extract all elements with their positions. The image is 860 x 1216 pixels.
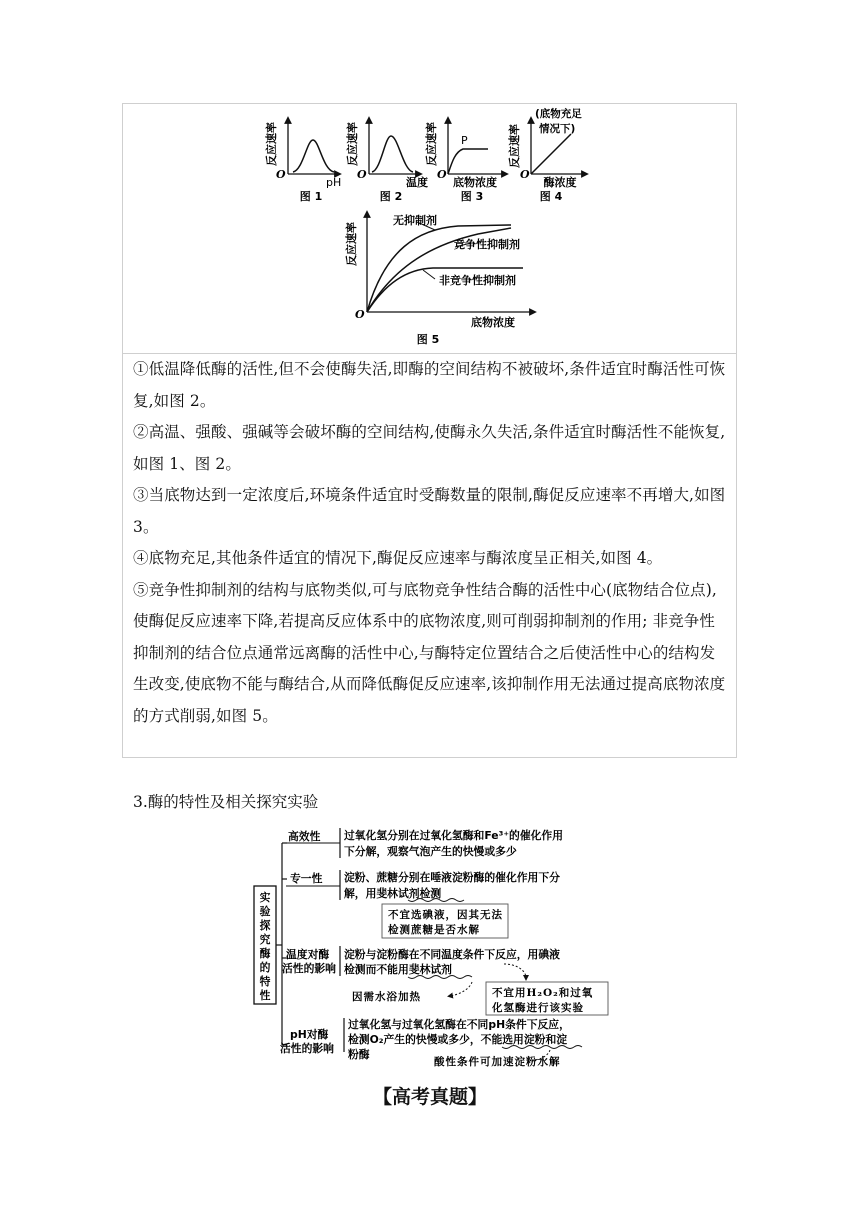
- ph-line1: 过氧化氢与过氧化氢酶在不同pH条件下反应，: [348, 1018, 570, 1031]
- temperature-note-right1: 不宜用H₂O₂和过氧: [492, 987, 594, 999]
- figure-2: [345, 120, 428, 203]
- specificity-note1: 不宜选碘液，因其无法: [388, 909, 503, 921]
- ph-line2: 检测O₂产生的快慢或多少，不能选用淀粉和淀: [348, 1033, 568, 1046]
- fig5-xlabel: 底物浓度: [471, 316, 515, 329]
- ph-label2: 活性的影响: [280, 1042, 334, 1055]
- root-char-4: 究: [259, 933, 271, 946]
- fig5-origin: O: [355, 308, 365, 321]
- root-char-7: 特: [259, 975, 271, 988]
- note-2: ②高温、强酸、强碱等会破坏酶的空间结构,使酶永久失活,条件适宜时酶活性不能恢复,如图 1、图 2。: [133, 423, 726, 473]
- fig1-ylabel: 反应速率: [265, 122, 278, 166]
- fig5-ylabel: 反应速率: [345, 222, 358, 266]
- fig4-ylabel: 反应速率: [508, 124, 521, 168]
- root-char-5: 酶: [259, 947, 271, 960]
- specificity-line2: 解，用斐林试剂检测: [344, 887, 442, 900]
- enzyme-rate-figures: [123, 104, 736, 353]
- specificity-line1: 淀粉、蔗糖分别在唾液淀粉酶的催化作用下分: [344, 871, 560, 884]
- note-1: ①低温降低酶的活性,但不会使酶失活,即酶的空间结构不被破坏,条件适宜时酶活性可恢复,如图 2。: [133, 360, 726, 410]
- fig1-caption: 图 1: [299, 190, 323, 203]
- note-5: ⑤竞争性抑制剂的结构与底物类似,可与底物竞争性结合酶的活性中心(底物结合位点),使酶促反应速率下降,若提高反应体系中的底物浓度,则可削弱抑制剂的作用; 非竞争性抑制剂的结合位点通常远离酶的活性中心,与酶特定位置结合之后使活性中心的结构发生改变,使底物不能与酶结合,从而降低酶促反应速率,该抑制作用无法通过提高底物浓度的方式削弱,如图 5。: [133, 580, 726, 725]
- note-3: ③当底物达到一定浓度后,环境条件适宜时受酶数量的限制,酶促反应速率不再增大,如图 3。: [133, 486, 726, 536]
- efficiency-label: 高效性: [288, 830, 321, 843]
- fig5-caption: 图 5: [416, 333, 440, 346]
- notes-list: [123, 354, 736, 732]
- note-4: ④底物充足,其他条件适宜的情况下,酶促反应速率与酶浓度呈正相关,如图 4。: [133, 549, 663, 567]
- ph-note: 酸性条件可加速淀粉水解: [434, 1056, 561, 1068]
- root-char-8: 性: [259, 989, 271, 1002]
- fig1-origin: O: [276, 168, 286, 181]
- figure-row: [123, 104, 736, 354]
- specificity-label: 专一性: [290, 872, 323, 885]
- fig4-annotation-line2: 情况下): [539, 123, 576, 135]
- ph-label1: pH对酶: [290, 1028, 329, 1041]
- fig3-origin: O: [437, 168, 447, 181]
- fig3-xlabel: 底物浓度: [453, 176, 497, 189]
- efficiency-line2: 下分解，观察气泡产生的快慢或多少: [344, 845, 517, 858]
- temperature-line1: 淀粉与淀粉酶在不同温度条件下反应，用碘液: [344, 948, 560, 961]
- efficiency-line1: 过氧化氢分别在过氧化氢酶和Fe³⁺的催化作用: [344, 829, 564, 842]
- enzyme-properties-diagram: [240, 822, 620, 1070]
- temperature-line2: 检测而不能用斐林试剂: [344, 963, 452, 976]
- knowledge-table: [122, 103, 737, 758]
- ph-line3: 粉酶: [348, 1048, 370, 1061]
- temperature-note-left: 因需水浴加热: [352, 991, 421, 1003]
- fig4-origin: O: [520, 168, 530, 181]
- fig4-xlabel: 酶浓度: [543, 176, 577, 189]
- specificity-note2: 检测蔗糖是否水解: [388, 924, 480, 936]
- fig2-caption: 图 2: [379, 190, 403, 203]
- root-char-1: 实: [259, 891, 271, 904]
- series-noncompetitive: 非竞争性抑制剂: [439, 274, 516, 287]
- series-no-inhibitor: 无抑制剂: [393, 214, 437, 227]
- figure-5: [344, 213, 533, 346]
- fig2-ylabel: 反应速率: [346, 122, 359, 166]
- temperature-label1: 温度对酶: [286, 948, 330, 961]
- root-char-2: 验: [259, 905, 271, 918]
- fig2-xlabel: 温度: [406, 176, 428, 189]
- section-title: 3.酶的特性及相关探究实验: [133, 793, 319, 811]
- figure-3: [424, 120, 505, 203]
- root-char-6: 的: [259, 961, 271, 974]
- fig1-xlabel: pH: [326, 176, 342, 189]
- fig2-origin: O: [357, 168, 367, 181]
- root-char-3: 探: [259, 919, 271, 932]
- series-competitive: 竞争性抑制剂: [454, 238, 520, 251]
- fig3-caption: 图 3: [460, 190, 484, 203]
- exam-heading: 【高考真题】: [372, 1086, 487, 1108]
- temperature-label2: 活性的影响: [282, 962, 336, 975]
- temperature-note-right2: 化氢酶进行该实验: [492, 1002, 584, 1014]
- figure-4: [507, 107, 585, 203]
- fig4-caption: 图 4: [539, 190, 563, 203]
- fig4-annotation-line1: (底物充足: [535, 108, 582, 120]
- fig3-point-label: P: [461, 134, 468, 147]
- flow-svg: [240, 822, 620, 1070]
- figure-1: [264, 120, 341, 203]
- fig3-ylabel: 反应速率: [425, 122, 438, 166]
